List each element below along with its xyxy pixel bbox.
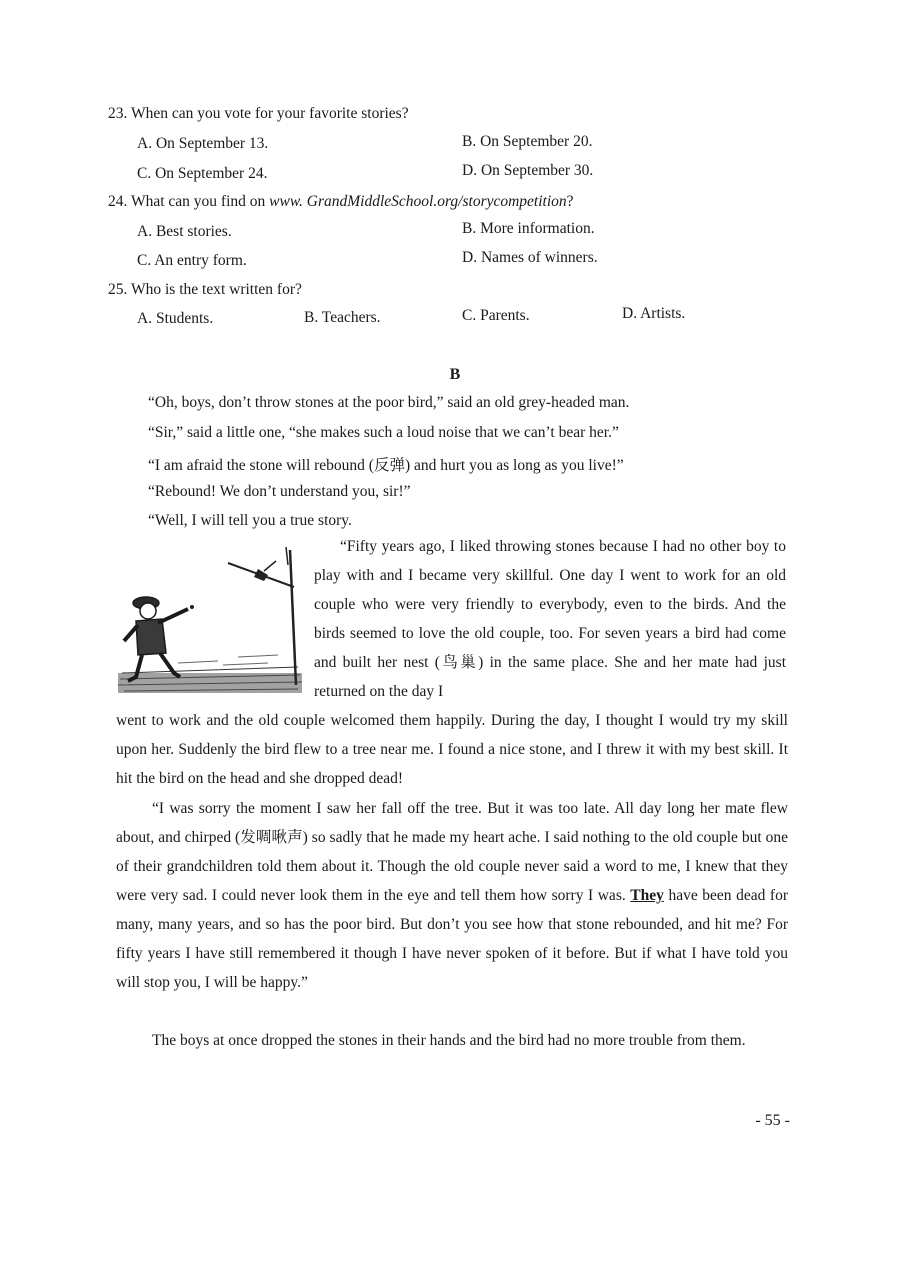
dialogue-line: “Rebound! We don’t understand you, sir!” [148,483,411,500]
underlined-word: They [630,887,664,904]
question-number: 23. [108,105,128,122]
option-d[interactable]: D. Artists. [622,305,686,322]
question-text-end: ? [566,193,574,210]
dialogue-line: “Oh, boys, don’t throw stones at the poor bird,” said an old grey-headed man. [148,394,630,411]
story-paragraph-1-wrapped [314,532,786,706]
question-text: What can you find on [130,193,270,210]
option-d[interactable]: D. On September 30. [462,162,594,179]
option-d[interactable]: D. Names of winners. [462,249,598,266]
story-paragraph-1-continued [116,706,788,793]
page-number: - 55 - [755,1112,790,1129]
option-a[interactable]: A. Best stories. [137,223,232,240]
question-text: Who is the text written for? [130,281,302,298]
option-c[interactable]: C. On September 24. [137,165,268,182]
question-number: 24. [108,193,128,210]
question-url: www. GrandMiddleSchool.org/storycompetition [269,193,567,210]
dialogue-line: “Well, I will tell you a true story. [148,512,352,529]
question-24 [108,193,574,211]
option-b[interactable]: B. Teachers. [304,309,381,326]
paragraph-text: The boys at once dropped the stones in their hands and the bird had no more trouble from them. [152,1032,746,1049]
story-paragraph-2 [116,794,788,997]
paragraph-text-part: have been dead for many, many years, and so has the poor bird. But don’t you see how that stone rebounded, and hit me? For fifty years I have still remembered it though I have never spoken of it before. But if what I have told you will stop you, I will be happy.” [116,887,789,991]
question-number: 25. [108,281,128,298]
question-25 [108,281,302,299]
option-a[interactable]: A. Students. [137,310,214,327]
paragraph-text: went to work and the old couple welcomed them happily. During the day, I thought I would try my skill upon her. Suddenly the bird flew to a tree near me. I found a nice stone, and I threw it with my best skill. It hit the bird on the head and she dropped dead! [116,712,788,787]
paragraph-text-part: “I was sorry the moment I saw her fall off the tree. But it was too late. All day long her mate flew about, and chirped (发啁啾声) so sadly that he made my heart ache. I said nothing to the old couple but one of their grandchildren told them about it. Though the old couple never said a word to me, I knew that they were very sad. I could never look them in the eye and tell them how sorry I was. [116,800,788,904]
option-c[interactable]: C. An entry form. [137,252,247,269]
dialogue-line: “Sir,” said a little one, “she makes such a loud noise that we can’t bear her.” [148,424,619,441]
question-text: When can you vote for your favorite stories? [130,105,409,122]
option-a[interactable]: A. On September 13. [137,135,269,152]
boy-throwing-stone-illustration [118,545,302,695]
paragraph-text: “Fifty years ago, I liked throwing stones because I had no other boy to play with and I became very skillful. One day I went to work for an old couple who were very friendly to everybody, even to the birds. And the birds seemed to love the old couple, too. For seven years a bird had come and built her nest (鸟巢) in the same place. She and her mate had just returned on the day I [314,538,786,700]
paragraph-text [116,794,788,997]
option-b[interactable]: B. On September 20. [462,133,593,150]
story-paragraph-3 [116,1026,788,1055]
option-c[interactable]: C. Parents. [462,307,530,324]
section-heading: B [449,366,461,383]
question-23 [108,105,409,123]
option-b[interactable]: B. More information. [462,220,595,237]
dialogue-line: “I am afraid the stone will rebound (反弹) and hurt you as long as you live!” [148,457,624,474]
